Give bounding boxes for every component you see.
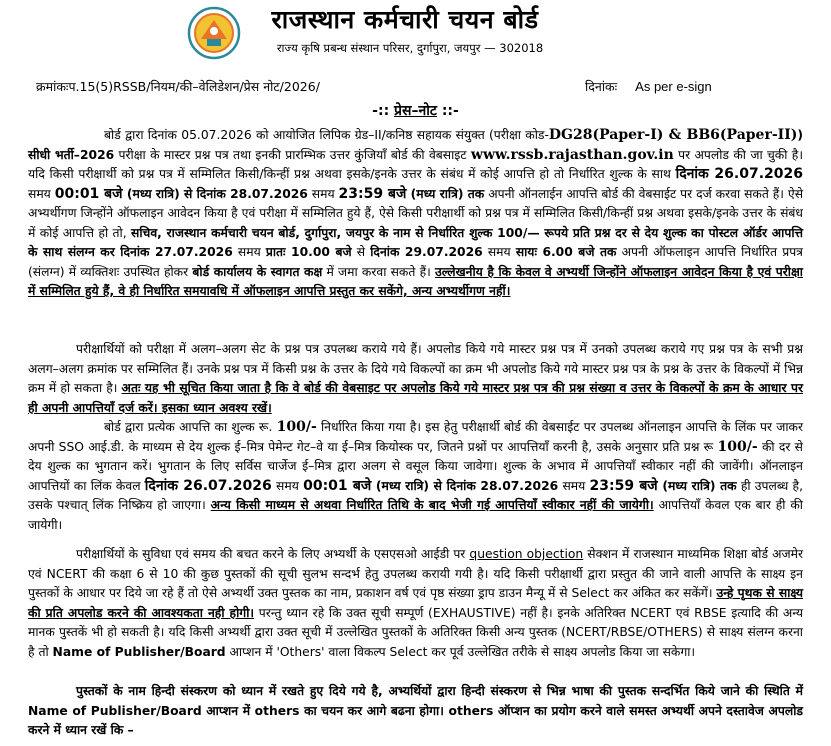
date-text: दिनांक 26.07.2026	[144, 477, 272, 494]
text-span: निर्धारित किया गया है। इस हेतु परीक्षार्थी बोर्ड की वेबसाईट पर उपलब्ध ऑनलाइन आपत्ति के लिंक पर जाकर अपनी	[28, 420, 803, 454]
time-text: सायः 6.00 बजे तक	[515, 245, 617, 259]
text-span: पर अपलोड की जा चुकी है। यदि किसी परीक्षार्थी को प्रश्न पत्र में सम्मिलित किसी/किन्हीं प्रश्न अथवा इसके/इनके उत्तर के संबंध में कोई आपत्ति हो तो निर्धारित शुल्क के साथ	[28, 147, 803, 181]
paragraph-objection-schedule	[28, 126, 803, 302]
time-text: 00:01 बजे	[54, 185, 123, 202]
text-span: ) सीधी भर्ती–2026	[28, 128, 803, 162]
text-span: समय	[307, 186, 339, 201]
text-span: परीक्षार्थियों को परीक्षा में अलग–अलग सेट के प्रश्न पत्र उपलब्ध कराये गये हैं। अपलोड किये गये मास्टर प्रश्न पत्र में उनको उपलब्ध कराये गए प्रश्न पत्र के सभी प्रश्न अलग–अलग क्रमांक पर सम्मिलित हैं। उनके प्रश्न पत्र में किसी प्रश्न के उत्तर के दिये गये विकल्पों का क्रम भी अपलोड किये गये मास्टर प्रश्न पत्र के प्रश्न के उत्तर के विकल्पों में भिन्न क्रम में हो सकता है।	[28, 342, 803, 395]
date-text: दिनांक 26.07.2026	[675, 166, 804, 182]
text-span: यदि किसी परीक्षार्थी द्वारा प्रस्तुत की जाने वाली आपत्ति के साक्ष्य इन पुस्तकों के आधार पर दिये जा रहे हैं तो ऐसे अभ्यर्थी उक्त पुस्तक का नाम, प्रकाशन वर्ष एवं पृष्ठ संख्या ड्राप डाउन मैन्यू में से Select कर अंकित कर सकेंगें।	[28, 566, 803, 600]
text-span: आप्शन में 'Others' वाला विकल्प Select कर पूर्व उल्लेखित तरीके से साक्ष्य अपलोड किया जा सकेगा।	[225, 644, 696, 659]
rssb-logo-icon	[187, 6, 241, 60]
question-objection-text: question objection	[469, 547, 584, 561]
text-span: (मध्य रात्रि) तक	[406, 186, 485, 201]
text-span: आपत्तियाँ केवल एक बार ही की जायेगी।	[28, 498, 803, 532]
fee-amount: 100/-	[276, 419, 317, 435]
date-label: दिनांकः	[585, 79, 618, 94]
text-span: (मध्य रात्रि) तक	[657, 478, 737, 493]
text-span: ही उपलब्ध है, उसके पश्चात् लिंक निष्क्रिय हो जाएगा।	[28, 478, 803, 512]
time-text: प्रातः 10.00 बजे	[265, 245, 352, 259]
reference-number: क्रमांकःप.15(5)RSSB/नियम/की–वेलिडेशन/प्रेस नोट/2026/	[36, 79, 320, 94]
text-span: बोर्ड द्वारा दिनांक 05.07.2026 को आयोजित लिपिक ग्रेड–II/कनिष्ठ सहायक संयुक्त (परीक्षा कोड-	[104, 128, 549, 142]
date-line	[585, 79, 712, 95]
exam-code: DG28(Paper-I) & BB6(Paper-II)	[548, 127, 798, 143]
date-text: (मध्य रात्रि) से दिनांक 28.07.2026	[371, 478, 559, 493]
time-text: 23:59 बजे	[338, 185, 407, 202]
paragraph-book-list	[28, 545, 803, 662]
time-text: 00:01 बजे	[303, 477, 372, 494]
note-heading	[0, 102, 831, 120]
note-heading-main: प्रेस–नोट	[394, 103, 437, 119]
text-span: सेक्शन में राजस्थान माध्यमिक शिक्षा बोर्ड अजमेर एवं NCERT की कक्षा 6 से 10 की कुछ पुस्तकों की सूची सुलभ सन्दर्भ हेतु उपलब्ध करायी गयी है।	[28, 547, 803, 581]
page-title: राजस्थान कर्मचारी चयन बोर्ड	[271, 5, 539, 34]
note-heading-right: ::-	[441, 103, 459, 119]
text-span: समय	[271, 478, 304, 493]
postal-order-text: सचिव, राजस्थान कर्मचारी चयन बोर्ड, दुर्गापुरा, जयपुर के नाम से निर्धारित शुल्क 100/— रूपये प्रति प्रश्न दर से देय शुल्क का पोस्टल ऑर्डर आपत्ति के साथ संलग्न कर दिनांक 27.07.2026	[28, 225, 803, 259]
paragraph-fee	[28, 418, 803, 535]
text-span: से	[351, 245, 371, 259]
offline-note: उल्लेखनीय है कि केवल वे अभ्यर्थी जिन्होंने ऑफलाइन आवेदन किया है एवं परीक्षा में सम्मिलित हुये हैं, वे ही निर्धारित समयावधि में ऑफलाइन आपत्ति प्रस्तुत कर सकेंगे, अन्य अभ्यर्थीगण नहीं।	[28, 264, 803, 298]
text-span: परीक्षार्थियों के सुविधा एवं समय की बचत करने के लिए अभ्यर्थी के एसएसओ आईडी पर	[76, 547, 470, 561]
publisher-option: Name of Publisher/Board	[52, 644, 226, 659]
paragraph-question-sets	[28, 340, 803, 418]
sso-text: SSO	[58, 439, 84, 454]
office-address: राज्य कृषि प्रबन्ध संस्थान परिसर, दुर्गापुरा, जयपुर — 302018	[276, 41, 544, 55]
fee-amount: 100/-	[717, 438, 758, 455]
text-span: अपनी ऑनलाईन आपत्ति बोर्ड की वेबसाईट पर दर्ज करवा सकते हैं। ऐसे अभ्यर्थीगण जिन्होंने ऑफलाइन आवेदन किया है एवं परीक्षा में सम्मिलित हुये हैं, ऐसे किसी परीक्षार्थी को प्रश्न पत्र में सम्मिलित किसी/किन्हीं प्रश्न अथवा इसके/इनके उत्तर के संबंध में कोई आपत्ति हो तो,	[28, 186, 804, 240]
time-text: 23:59 बजे	[589, 477, 658, 494]
important-note: अतः यह भी सूचित किया जाता है कि वे बोर्ड की वेबसाइट पर अपलोड किये गये मास्टर प्रश्न पत्र की प्रश्न संख्या व उत्तर के विकल्पों के क्रम के आधार पर ही अपनी आपत्तियाँ दर्ज करें। इसका ध्यान अवश्य रखें।	[28, 381, 803, 415]
text-span: समय	[232, 245, 266, 259]
date-value: As per e-sign	[635, 79, 712, 94]
date-text: (मध्य रात्रि) से दिनांक 28.07.2026	[122, 186, 308, 201]
website-link[interactable]: www.rssb.rajasthan.gov.in	[470, 146, 674, 163]
text-span: समय	[558, 478, 590, 493]
no-upload-note: उन्हे पृथक से साक्ष्य की प्रति अपलोड करने की आवश्यकता नही होगी।	[28, 586, 803, 620]
note-heading-left: -::	[372, 103, 390, 119]
text-span: बोर्ड द्वारा प्रत्येक आपत्ति का शुल्क रू.	[104, 420, 277, 434]
text-span: समय	[28, 186, 55, 201]
text-span: परन्तु ध्यान रहे कि उक्त सूची सम्पूर्ण (EXHAUSTIVE) नहीं है। इनके अतिरिक्त NCERT एवं RBSE इत्यादि की अन्य मानक पुस्तकें भी हो सकती है। यदि किसी अभ्यर्थी द्वारा उक्त सूची में उल्लेखित पुस्तकों के अतिरिक्त किसी अन्य पुस्तक (NCERT/RBSE/OTHERS) से साक्ष्य संलग्न करना है तो	[28, 605, 803, 659]
rejection-note: अन्य किसी माध्यम से अथवा निर्धारित तिथि के बाद भेजी गई आपत्तियाँ स्वीकार नहीं की जायेगी।	[210, 498, 654, 512]
reception-text: बोर्ड कार्यालय के स्वागत कक्ष	[192, 264, 323, 279]
text-span: आई.डी. के माध्यम से देय शुल्क ई–मित्र पेमेन्ट गेट–वे या ई–मित्र कियोस्क पर, जितने प्रश्नों पर आपत्तियाँ करनी है, उसके अनुसार प्रति प्रश्न रू	[83, 439, 718, 454]
text-span: समय	[482, 245, 516, 259]
paragraph-hindi-edition	[28, 682, 803, 741]
text-span: में जमा करवा सकते हैं।	[322, 264, 435, 279]
date-text: दिनांक 29.07.2026	[370, 245, 483, 259]
text-span: परीक्षा के मास्टर प्रश्न पत्र तथा इनकी प्रारम्भिक उत्तर कुंजियाँ बोर्ड की वेबसाइट	[114, 147, 471, 162]
text-span: पुस्तकों के नाम हिन्दी संस्करण को ध्यान में रखते हुए दिये गये है, अभ्यर्थियों द्वारा हिन्दी संस्करण से भिन्न भाषा की पुस्तक सन्दर्भित किये जाने की स्थिति में Name of Publisher/Board आप्शन में others का चयन कर आगे बढना होगा। others ऑप्शन का प्रयोग करने वाले समस्त अभ्यर्थी अपने दस्तावेज अपलोड करने में ध्यान रखें कि –	[28, 684, 803, 737]
text-span: अपनी ऑफलाइन आपत्ति निर्धारित प्रपत्र (संलग्न) में व्यक्तिशः उपस्थित होकर	[28, 245, 803, 279]
text-span: की दर से देय शुल्क का भुगतान करें। भुगतान के लिए सर्विस चार्जेज ई–मित्र द्वारा अलग से वसूल किया जावेगा। शुल्क के अभाव में आपत्तियाँ स्वीकार नहीं की जावेंगी। ऑनलाइन आपत्तियों का लिंक केवल	[28, 439, 803, 493]
